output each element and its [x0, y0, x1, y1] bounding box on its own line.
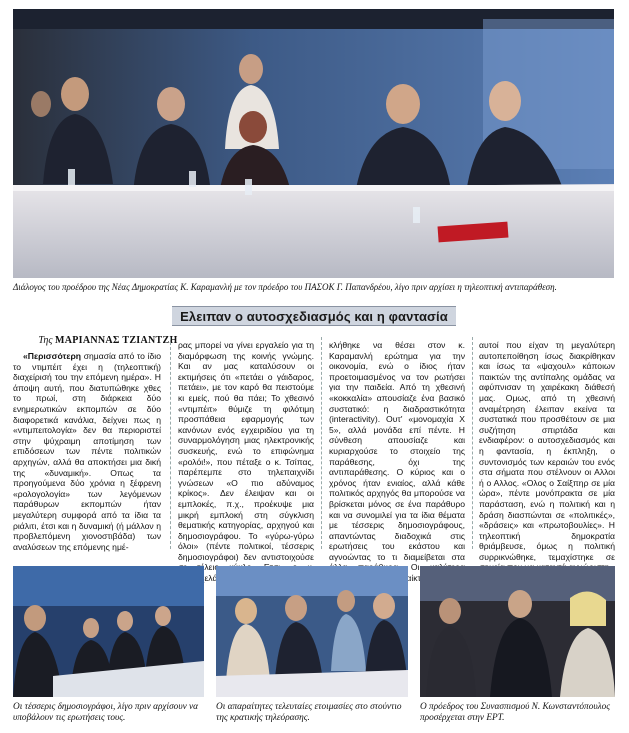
- column-divider: [472, 337, 473, 549]
- byline-prefix: Της: [38, 335, 53, 346]
- top-photo-caption: Διάλογος του προέδρου της Νέας Δημοκρατίας Κ. Καραμανλή με τον πρόεδρο του ΠΑΣΟΚ Γ. Παπανδρέου, λίγο πριν αρχίσει η τηλεοπτική αντιπαράθεση.: [13, 282, 557, 292]
- column-3-text: κλήθηκε να θέσει στον κ. Καραμανλή ερώτημα για την οικονομία, ενώ ο ίδιος ήταν προετοιμασμένος να τον ρωτήσει για την παιδεία. Από τη χθεσινή «κοκκαλία» απουσίαζε ένα βασικό συστατικό: η διαδραστικότητα (interactivity). Ουτ' «μονομαχία Χ 5», αλλά μονάδα επί πέντε. Η σύνθεση απουσίαζε και κυριαρχούσε το στοιχείο της παράθεσης, όχι της αντιπαράθεσης. Ο κύριος και ο χρόνος ήταν ενιαίος, αλλά κάθε πολιτικός αρχηγός θα μπορούσε να βρίσκεται μόνος σε ένα παράθυρο και να συνομιλεί για τα ίδια θέματα με τέσσερις δημοσιογράφους, απαντώντας διαδοχικά στις ερωτήσεις του εκάστου και αγνοώντας το τι διαμείβεται στα Οι «παίκτες»,: [329, 340, 465, 584]
- bottom-photo-3: [420, 566, 615, 697]
- article-column-4: [479, 340, 615, 573]
- byline-name: ΜΑΡΙΑΝΝΑΣ ΤΖΙΑΝΤΖΗ: [54, 335, 178, 346]
- debate-table-scene: [13, 9, 614, 278]
- bottom-photo-3-caption: Ο πρόεδρος του Συνασπισμού Ν. Κωνσταντόπουλος προσέρχεται στην ΕΡΤ.: [420, 702, 611, 723]
- article-column-3: [329, 340, 465, 584]
- column-1-text: σημασία από το ίδιο το ντιμπέιτ έχει η (τηλεοπτική) διαχείρισή του την επόμενη ημέρα». Η άποψη αυτή, που διατυπώθηκε χθες το πρωί, στη διάρκεια δύο ενημερωτικών εκπομπών σε δύο διαφορετικά κανάλια, δείχνει πως η «ντιμπειτολογία» δεν θα περιοριστεί στην ψύχραιμη αποτίμηση των επιδόσεων των πέντε πολιτικών αρχηγών, αλλά θα αποκτήσει μια δική της «δυναμική». Οπως τα προηγούμενα δύο χρόνια η ξέφρενη «ρολογολογία» των λεγόμενων παράθυρων εκπομπών ήταν μεγαλύτερη συμφορά από τα ίδια τα ριάλιτι, έτσι και η δυναμική (ή μάλλον η προβλεπόμενη χιονοστιβάδα) των αναλύσεων της επόμενης ημέ-: [13, 351, 161, 552]
- article-column-2: [178, 340, 314, 584]
- article-column-1: [13, 351, 161, 552]
- journalists-scene: [13, 566, 204, 697]
- column-divider: [321, 337, 322, 549]
- column-divider: [170, 337, 171, 549]
- lead-word: «Περισσότερη: [23, 351, 82, 361]
- bottom-photo-2: [216, 566, 408, 697]
- headline-banner: [172, 306, 456, 326]
- studio-preparation-scene: [216, 566, 408, 697]
- bottom-photo-1-caption: Οι τέσσερις δημοσιογράφοι, λίγο πριν αρχίσουν να υποβάλουν τις ερωτήσεις τους.: [13, 702, 199, 723]
- bottom-photo-2-caption: Οι απαραίτητες τελευταίες ετοιμασίες στο στούντιο της κρατικής τηλεόρασης.: [216, 702, 402, 723]
- byline: [14, 335, 202, 346]
- konstantopoulos-arrival-scene: [420, 566, 615, 697]
- article-headline: Ελειπαν ο αυτοσχεδιασμός και η φαντασία: [180, 308, 448, 324]
- column-4-text: αυτοί που είχαν τη μεγαλύτερη αυτοπεποίθηση ίσως διακρίθηκαν και ίσως τα «ψαχουλ» κάποιων παικτών της αντίπαλης ομάδας να αφύπνισαν τη χαιρέκακη διάθεσή μας. Ομως, από τη χθεσινή αναμέτρηση έλειπαν εκείνα τα συστατικά που προσθέτουν σε μια συζήτηση σπιρτάδα και ενδιαφέρον: ο αυτοσχεδιασμός και η φαντασία, η έκπληξη, ο συντονισμός των κεραιών του ενός στα σήματα που στέλνουν οι Αλλοι ή ο Αλλος. «Ολος ο Σαίξπηρ σε μία ώρα», πέντε μονόπρακτα σε μία παράσταση, ενώ η πολιτική και η δράση διασπώνται σε «πολιτικές», «δράσεις» και «πρωτοβουλίες». Η τηλεοπτική δημοκρατία θριάμβευσε, όμως η πολιτική συρρικνώθηκε, τεμαχίστηκε σε: [479, 340, 615, 562]
- bottom-photo-1: [13, 566, 204, 697]
- top-photo: [13, 9, 614, 278]
- column-2-text: ρας μπορεί να γίνει εργαλείο για τη διαμόρφωση της κοινής γνώμης. Και αν μας καταλύσουν οι εκτιμήσεις ότι «πετάει ο γάιδαρος, πετάει», με τον καρό θα πειστούμε κι εμείς, πού θα πάει; Το χθεσινό «ντιμπέιτ» θύμιζε τη φιλότιμη προσπάθεια εφαρμογής των κανόνων ενός εγχειριδίου για τη συναρμολόγηση μιας ηλεκτρονικής συσκευής, ενώ το επιφώνημα «ρολόι!», που πέταξε ο κ. Τσίπας, παρέπεμπε στο τηλεπαιχνίδι γνώσεων «Ο πιο αδύναμος κρίκος». Δεν έλειψαν και οι εμπλοκές, π.χ., προέκυψε μια μικρή εμπλοκή στη σύγκλιση θεματικής κατηγορίας, αρχηγού και δημοσιογράφου. Το «γύρω-γύρω όλοι» (πέντε πολιτικοί, τέσσερις δημοσιογράφοι) δεν αντιστοιχούσε τέλειο: [178, 340, 314, 573]
